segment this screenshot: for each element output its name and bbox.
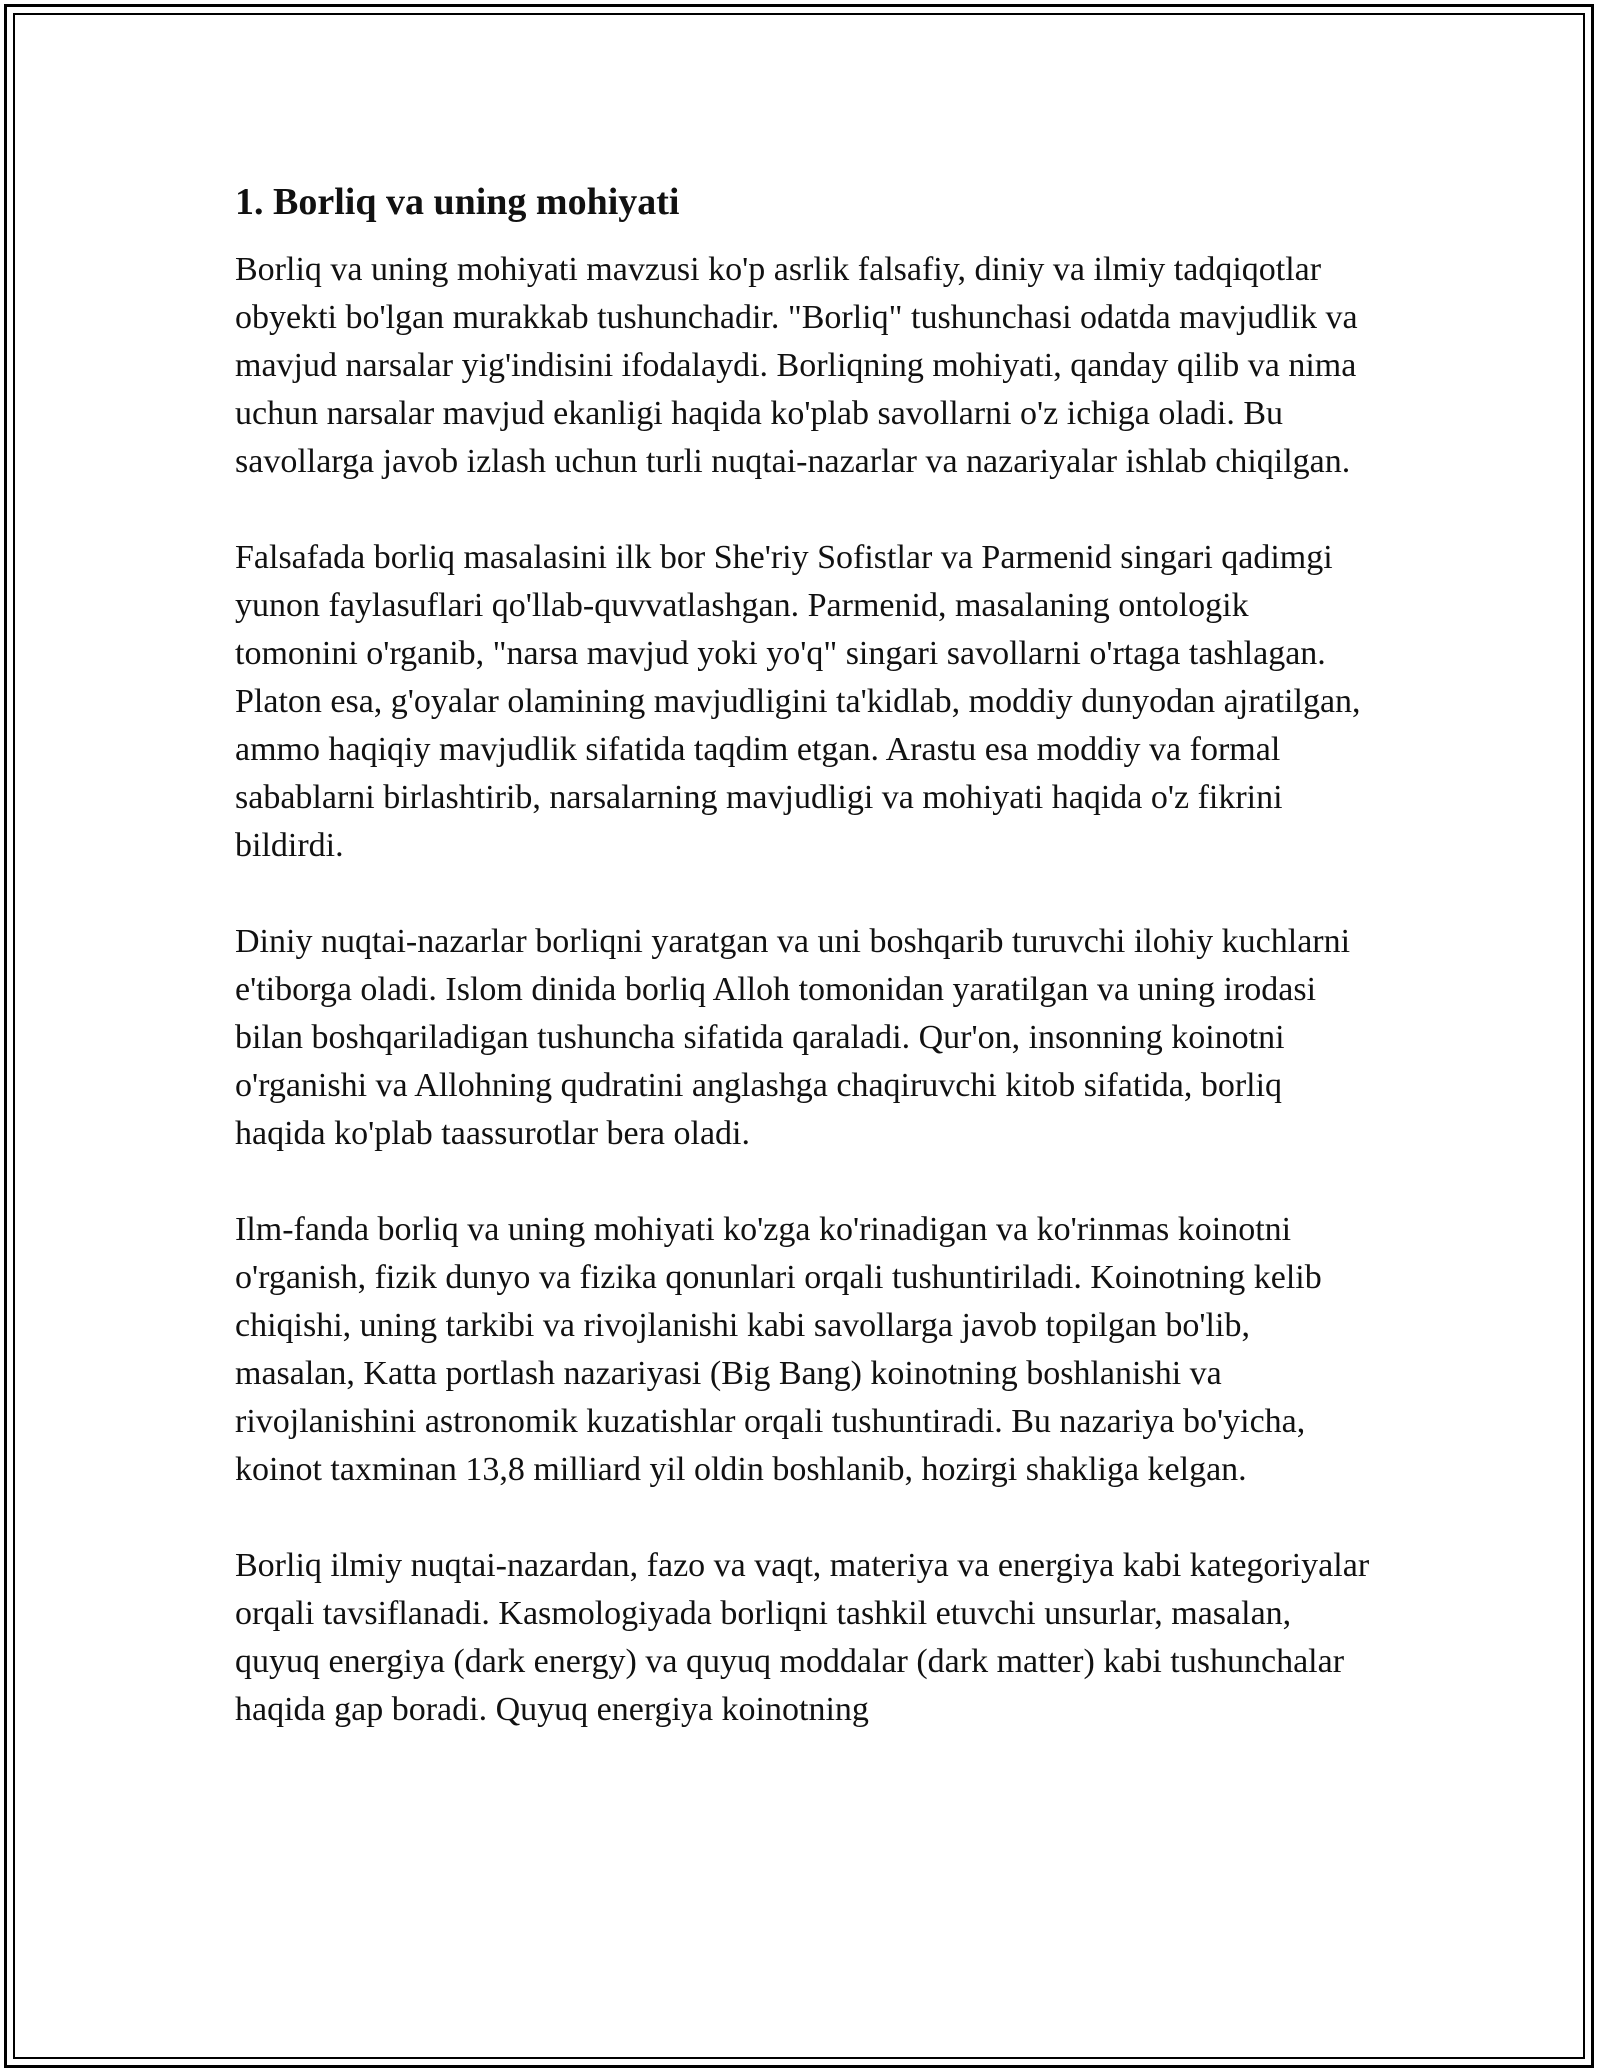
section-heading: 1. Borliq va uning mohiyati (235, 181, 680, 223)
paragraph-science: Ilm-fanda borliq va uning mohiyati ko'zga ko'rinadigan va ko'rinmas koinotni o'rganish, fizik dunyo va fizika qonunlari orqali tushuntiriladi. Koinotning kelib chiqishi, uning tarkibi va rivojlanishi kabi savollarga javob topilgan bo'lib, masalan, Katta portlash nazariyasi (Big Bang) koinotning boshlanishi va rivojlanishini astronomik kuzatishlar orqali tushuntiradi. Bu nazariya bo'yicha, koinot taxminan 13,8 milliard yil oldin boshlanib, hozirgi shakliga kelgan. (235, 1210, 1322, 1488)
paragraph-philosophy: Falsafada borliq masalasini ilk bor She'riy Sofistlar va Parmenid singari qadimgi yunon faylasuflari qo'llab-quvvatlashgan. Parmenid, masalaning ontologik tomonini o'rganib, "narsa mavjud yoki yo'q" singari savollarni o'rtaga tashlagan. Platon esa, g'oyalar olamining mavjudligini ta'kidlab, moddiy dunyodan ajratilgan, ammo haqiqiy mavjudlik sifatida taqdim etgan. Arastu esa moddiy va formal sabablarni birlashtirib, narsalarning mavjudligi va mohiyati haqida o'z fikrini bildirdi. (235, 538, 1361, 864)
paragraph-intro: Borliq va uning mohiyati mavzusi ko'p asrlik falsafiy, diniy va ilmiy tadqiqotlar obyekti bo'lgan murakkab tushunchadir. "Borliq" tushunchasi odatda mavjudlik va mavjud narsalar yig'indisini ifodalaydi. Borliqning mohiyati, qanday qilib va nima uchun narsalar mavjud ekanligi haqida ko'plab savollarni o'z ichiga oladi. Bu savollarga javob izlash uchun turli nuqtai-nazarlar va nazariyalar ishlab chiqilgan. (235, 250, 1358, 480)
document-body (235, 180, 1375, 1782)
paragraph-religion: Diniy nuqtai-nazarlar borliqni yaratgan va uni boshqarib turuvchi ilohiy kuchlarni e'tiborga oladi. Islom dinida borliq Alloh tomonidan yaratilgan va uning irodasi bilan boshqariladigan tushuncha sifatida qaraladi. Qur'on, insonning koinotni o'rganishi va Allohning qudratini anglashga chaqiruvchi kitob sifatida, borliq haqida ko'plab taassurotlar bera oladi. (235, 922, 1351, 1152)
paragraph-cosmology: Borliq ilmiy nuqtai-nazardan, fazo va vaqt, materiya va energiya kabi kategoriyalar orqali tavsiflanadi. Kasmologiyada borliqni tashkil etuvchi unsurlar, masalan, quyuq energiya (dark energy) va quyuq moddalar (dark matter) kabi tushunchalar haqida gap boradi. Quyuq energiya koinotning (235, 1546, 1370, 1728)
